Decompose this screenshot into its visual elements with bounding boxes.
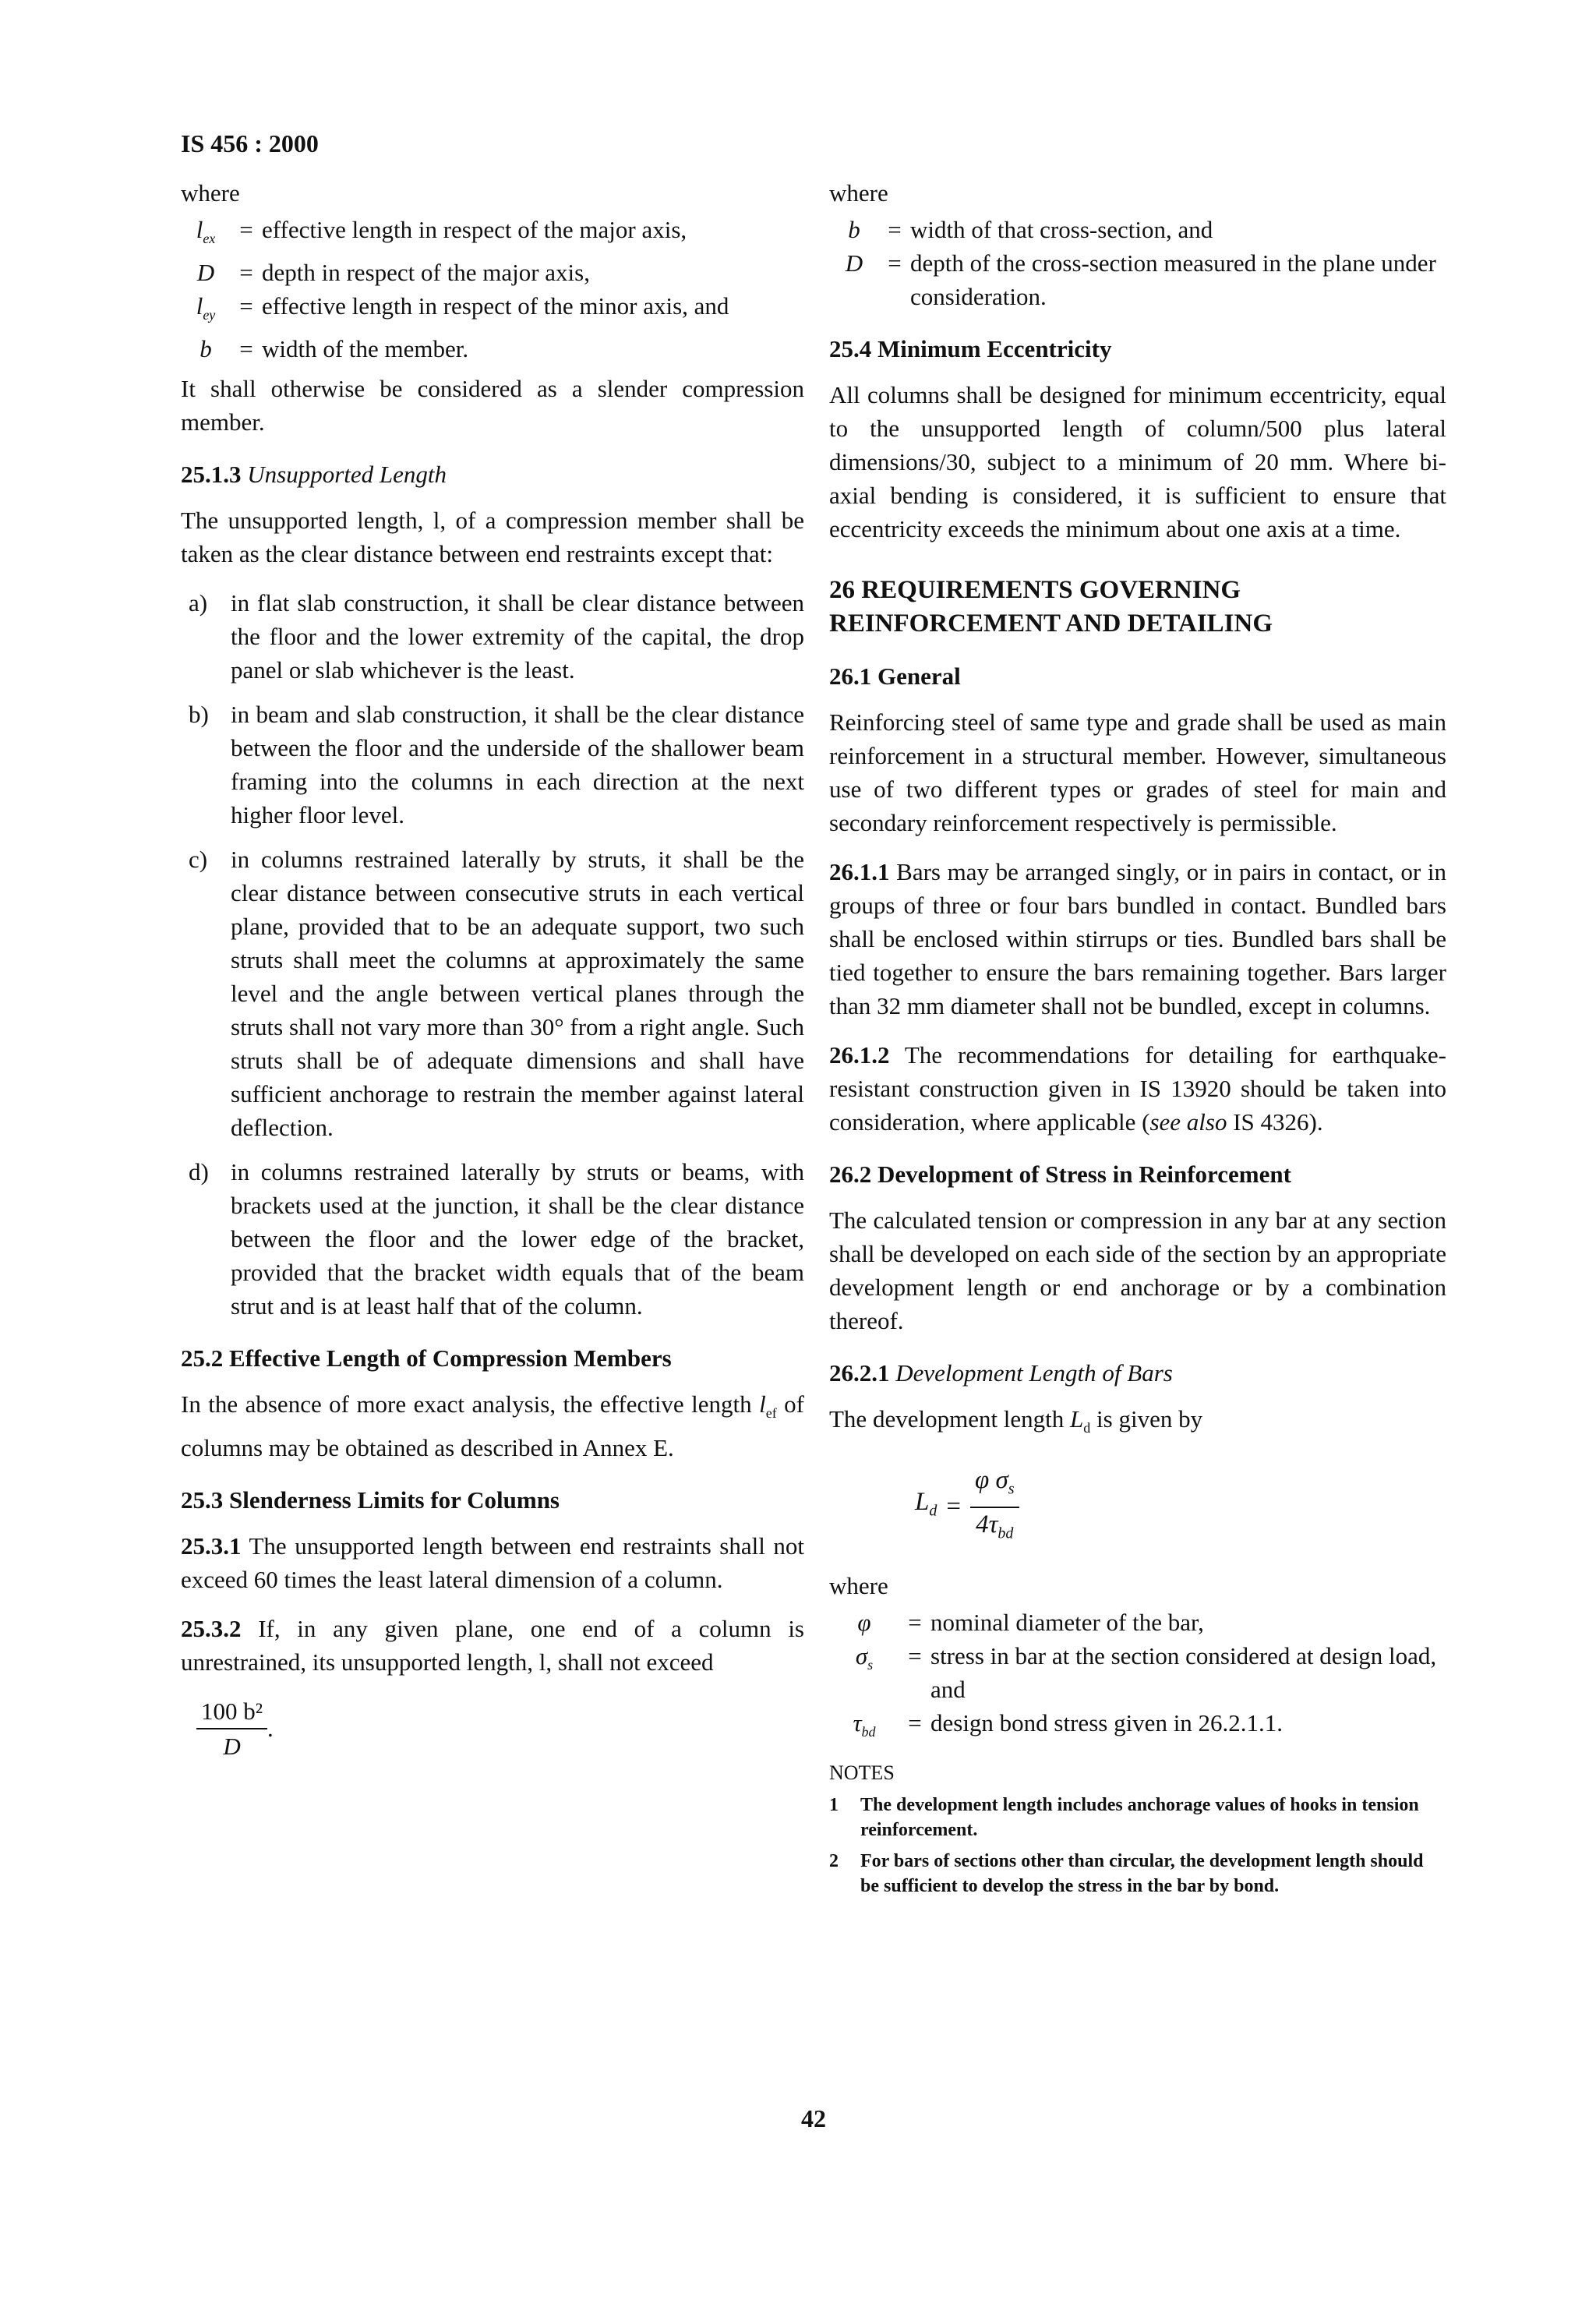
notes-heading: NOTES xyxy=(829,1761,895,1784)
section-25-1-3-heading: 25.1.3 Unsupported Length xyxy=(181,461,447,489)
section-26-2-1-heading: 26.2.1 Development Length of Bars xyxy=(829,1359,1173,1387)
def-equals: = xyxy=(239,259,253,287)
def-symbol: φ xyxy=(857,1609,871,1637)
def-text: stress in bar at the section considered at design load, and xyxy=(930,1642,1437,1704)
section-26-2-heading: 26.2 Development of Stress in Reinforcement xyxy=(829,1161,1291,1188)
def-text: depth in respect of the major axis, xyxy=(262,259,590,287)
formula-equals: = xyxy=(946,1493,961,1521)
slender-paragraph: It shall otherwise be considered as a slender compression member. xyxy=(181,375,804,436)
section-26-1-heading: 26.1 General xyxy=(829,662,961,690)
def-text: depth of the cross-section measured in the plane under consideration. xyxy=(910,249,1436,310)
def-text: effective length in respect of the major axis, xyxy=(262,216,687,243)
where-label: where xyxy=(829,1572,888,1600)
definitions-list xyxy=(829,1606,1446,1749)
development-length-intro: The development length $L_d$ is given by xyxy=(829,1405,1203,1436)
definitions-list xyxy=(829,213,1446,313)
note-item: 2 For bars of sections other than circular, the development length should be sufficient to develop the stress in the bar by bond. xyxy=(829,1850,1424,1896)
def-symbol: D xyxy=(845,249,863,277)
where-label: where xyxy=(181,179,240,207)
unsupported-intro: The unsupported length, l, of a compression member shall be taken as the clear distance between end restraints except that: xyxy=(181,507,804,568)
list-item: b) in beam and slab construction, it shall be the clear distance between the floor and the underside of the shallower beam framing into the columns in each direction at the next higher floor level. xyxy=(189,701,804,829)
exceptions-list xyxy=(181,586,804,1323)
list-item: c) in columns restrained laterally by struts, it shall be the clear distance between consecutive struts in each vertical plane, provided that to be an adequate support, two such struts shall meet the columns at approximately the same level and the angle between vertical planes through the struts shall not vary more than 30° from a right angle. Such struts shall be of adequate dimensions and shall have sufficient anchorage to restrain the member against lateral deflection. xyxy=(189,846,804,1142)
formula-lhs: $L_d$ xyxy=(915,1488,937,1521)
def-equals: = xyxy=(908,1709,922,1737)
formula-numerator: 100 b² xyxy=(196,1694,267,1729)
def-symbol: $\sigma_s$ xyxy=(855,1642,874,1673)
def-symbol: b xyxy=(200,335,212,363)
def-equals: = xyxy=(888,249,902,277)
def-text: design bond stress given in 26.2.1.1. xyxy=(930,1709,1284,1737)
def-text: nominal diameter of the bar, xyxy=(930,1609,1204,1637)
section-26-1-2: 26.1.2 The recommendations for detailing for earthquake-resistant construction given in IS 13920 should be taken into consideration, where applicable (see also IS 4326). xyxy=(829,1041,1446,1136)
list-item: d) in columns restrained laterally by struts or beams, with brackets used at the junction, it shall be the clear distance between the floor and the lower edge of the bracket, provided that the bracket width equals that of the beam strut and is at least half that of the column. xyxy=(189,1158,804,1320)
def-text: width of that cross-section, and xyxy=(910,216,1213,243)
right-column xyxy=(829,176,1446,1905)
section-26-1-1: 26.1.1 Bars may be arranged singly, or in pairs in contact, or in groups of three or four bars bundled in contact. Bundled bars shall be enclosed within stirrups or ties. Bundled bars shall be tied together to ensure the bars remaining together. Bars larger than 32 mm diameter shall not be bundled, except in columns. xyxy=(829,858,1447,1019)
section-25-4-heading: 25.4 Minimum Eccentricity xyxy=(829,335,1112,362)
development-length-formula xyxy=(915,1464,1446,1550)
page-number: 42 xyxy=(801,2104,826,2132)
formula-denominator: D xyxy=(223,1732,241,1760)
definitions-list xyxy=(181,213,804,366)
slenderness-formula xyxy=(196,1694,274,1763)
def-equals: = xyxy=(908,1642,922,1670)
def-symbol: $l_{ex}$ xyxy=(196,216,216,247)
section-25-3-heading: 25.3 Slenderness Limits for Columns xyxy=(181,1486,560,1514)
formula-fraction: $\frac{\varphi \sigma_s}{4\tau_{bd}}$ xyxy=(970,1464,1019,1550)
development-stress-paragraph: The calculated tension or compression in any bar at any section shall be developed on each side of the section by an appropriate development length or end anchorage or by a combination thereof. xyxy=(829,1206,1446,1334)
section-25-3-2: 25.3.2 If, in any given plane, one end of a column is unrestrained, its unsupported length, l, shall not exceed xyxy=(181,1614,804,1676)
where-label: where xyxy=(829,179,888,207)
section-25-3-1: 25.3.1 The unsupported length between end restraints shall not exceed 60 times the least lateral dimension of a column. xyxy=(181,1532,804,1593)
def-text: width of the member. xyxy=(262,335,469,363)
section-25-2-heading: 25.2 Effective Length of Compression Members xyxy=(181,1344,672,1373)
min-eccentricity-paragraph: All columns shall be designed for minimum eccentricity, equal to the unsupported length of column/500 plus lateral dimensions/30, subject to a minimum of 20 mm. Where bi-axial bending is considered, it is sufficient to ensure that eccentricity exceeds the minimum about one axis at a time. xyxy=(829,381,1446,542)
def-symbol: D xyxy=(196,259,215,287)
def-text: effective length in respect of the minor axis, and xyxy=(262,292,729,320)
left-column xyxy=(181,176,804,1763)
def-equals: = xyxy=(239,292,253,320)
note-item: 1 The development length includes anchorage values of hooks in tension reinforcement. xyxy=(829,1794,1419,1840)
def-equals: = xyxy=(908,1609,922,1637)
general-paragraph: Reinforcing steel of same type and grade shall be used as main reinforcement in a structural member. However, simultaneous use of two different types or grades of steel for main and secondary reinforcement respectively is permissible. xyxy=(829,708,1446,836)
formula-trail: . xyxy=(267,1715,274,1743)
def-symbol: b xyxy=(848,216,860,243)
list-item: a) in flat slab construction, it shall be clear distance between the floor and the lower extremity of the capital, the drop panel or slab whichever is the least. xyxy=(189,589,804,684)
def-equals: = xyxy=(888,216,902,243)
effective-length-paragraph: In the absence of more exact analysis, the effective length $l_{ef}$ of columns may be obtained as described in Annex E. xyxy=(181,1390,804,1461)
section-26-heading: 26 REQUIREMENTS GOVERNING REINFORCEMENT AND DETAILING xyxy=(829,576,1273,638)
def-symbol: $\tau_{bd}$ xyxy=(853,1709,876,1740)
def-equals: = xyxy=(239,335,253,363)
def-symbol: $l_{ey}$ xyxy=(196,292,216,323)
standard-header: IS 456 : 2000 xyxy=(181,129,319,157)
def-equals: = xyxy=(239,216,253,243)
